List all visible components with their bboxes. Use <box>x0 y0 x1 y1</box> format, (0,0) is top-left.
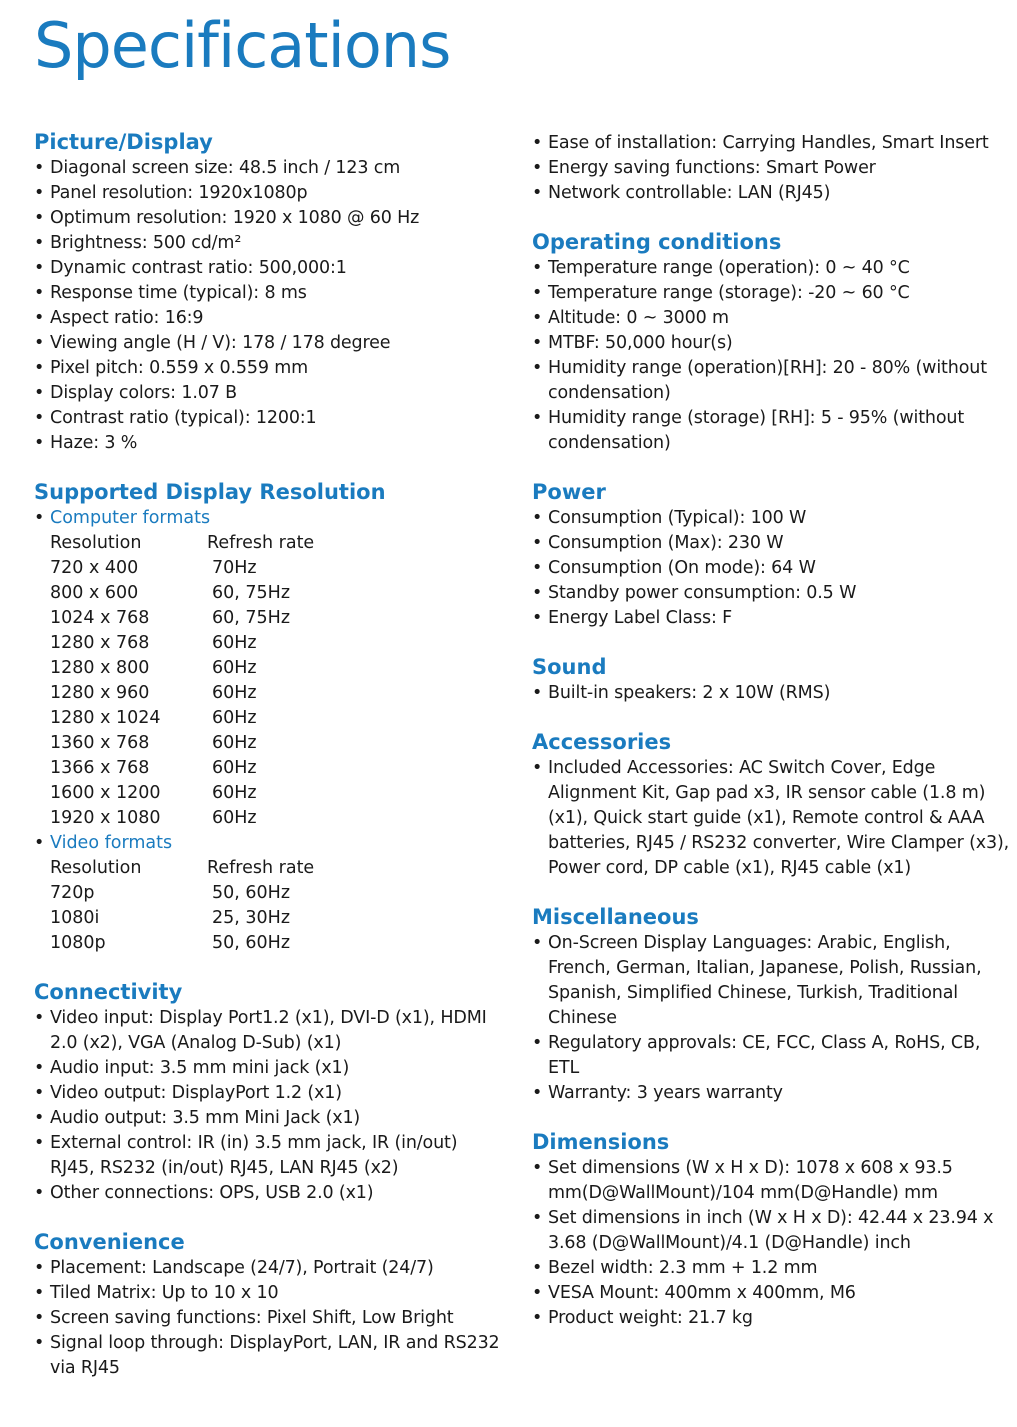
video-formats-label: • Video formats <box>34 831 504 856</box>
spec-list <box>34 1256 504 1381</box>
refresh-rate-value: 60, 75Hz <box>212 608 291 628</box>
refresh-rate-value: 25, 30Hz <box>212 908 291 928</box>
spec-item: • Network controllable: LAN (RJ45) <box>532 181 1010 206</box>
spec-item: • Optimum resolution: 1920 x 1080 @ 60 Hz <box>34 206 504 231</box>
spec-item: • Brightness: 500 cd/m² <box>34 231 504 256</box>
section-title: Picture/Display <box>34 130 213 154</box>
resolution-header: Resolution <box>50 858 142 878</box>
resolution-value: 1920 x 1080 <box>50 808 161 828</box>
spec-list <box>532 931 1010 1106</box>
spec-item: • Video input: Display Port1.2 (x1), DVI-D (x1), HDMI 2.0 (x2), VGA (Analog D-Sub) (x1) <box>34 1006 504 1056</box>
spec-item: • Humidity range (storage) [RH]: 5 - 95% (without condensation) <box>532 406 1010 456</box>
page-title: Specifications <box>34 9 451 82</box>
refresh-rate-value: 60, 75Hz <box>212 583 291 603</box>
spec-item: • Screen saving functions: Pixel Shift, Low Bright <box>34 1306 504 1331</box>
spec-item: • External control: IR (in) 3.5 mm jack, IR (in/out) RJ45, RS232 (in/out) RJ45, LAN RJ45 (x2) <box>34 1131 504 1181</box>
resolution-value: 720 x 400 <box>50 558 139 578</box>
resolution-value: 1080i <box>50 908 100 928</box>
resolution-row <box>34 656 504 681</box>
spec-item: • Response time (typical): 8 ms <box>34 281 504 306</box>
spec-item: • Standby power consumption: 0.5 W <box>532 581 1010 606</box>
spec-item: • Humidity range (operation)[RH]: 20 - 80% (without condensation) <box>532 356 1010 406</box>
spec-item: • Energy Label Class: F <box>532 606 1010 631</box>
spec-item: • Diagonal screen size: 48.5 inch / 123 cm <box>34 156 504 181</box>
resolution-value: 1360 x 768 <box>50 733 150 753</box>
resolution-row <box>34 931 504 956</box>
resolution-value: 800 x 600 <box>50 583 139 603</box>
spec-item: • Energy saving functions: Smart Power <box>532 156 1010 181</box>
refresh-rate-value: 60Hz <box>212 633 257 653</box>
section-title: Convenience <box>34 1230 185 1254</box>
resolution-value: 1600 x 1200 <box>50 783 161 803</box>
refresh-rate-value: 60Hz <box>212 658 257 678</box>
refresh-rate-value: 50, 60Hz <box>212 883 291 903</box>
spec-list <box>532 1156 1010 1331</box>
spec-list <box>34 156 504 456</box>
spec-item: • Dynamic contrast ratio: 500,000:1 <box>34 256 504 281</box>
section-title: Connectivity <box>34 980 183 1004</box>
video-formats-header <box>34 856 504 881</box>
spec-list <box>532 756 1010 881</box>
left-column <box>34 128 504 1403</box>
section-title: Dimensions <box>532 1130 670 1154</box>
section-miscellaneous <box>532 903 1010 1106</box>
resolution-value: 1280 x 800 <box>50 658 150 678</box>
spec-item: • MTBF: 50,000 hour(s) <box>532 331 1010 356</box>
spec-item: • Tiled Matrix: Up to 10 x 10 <box>34 1281 504 1306</box>
computer-formats-table <box>34 556 504 831</box>
resolution-value: 1280 x 1024 <box>50 708 161 728</box>
section-title: Operating conditions <box>532 230 782 254</box>
spec-list <box>532 681 1010 706</box>
refresh-rate-value: 60Hz <box>212 758 257 778</box>
spec-item: • Audio output: 3.5 mm Mini Jack (x1) <box>34 1106 504 1131</box>
section-title: Accessories <box>532 730 672 754</box>
spec-item: • Audio input: 3.5 mm mini jack (x1) <box>34 1056 504 1081</box>
resolution-row <box>34 681 504 706</box>
refresh-rate-value: 60Hz <box>212 808 257 828</box>
spec-item: • Consumption (Max): 230 W <box>532 531 1010 556</box>
spec-item: • On-Screen Display Languages: Arabic, English, French, German, Italian, Japanese, Polish, Russian, Spanish, Simplified Chinese, Turkish, Traditional Chinese <box>532 931 1010 1031</box>
resolution-row <box>34 906 504 931</box>
spec-item: • Product weight: 21.7 kg <box>532 1306 1010 1331</box>
spec-item: • Temperature range (storage): -20 ~ 60 °C <box>532 281 1010 306</box>
spec-item: • Signal loop through: DisplayPort, LAN, IR and RS232 via RJ45 <box>34 1331 504 1381</box>
spec-item: • Temperature range (operation): 0 ~ 40 °C <box>532 256 1010 281</box>
spec-list <box>532 506 1010 631</box>
resolution-row <box>34 581 504 606</box>
spec-item: • Consumption (On mode): 64 W <box>532 556 1010 581</box>
spec-item: • Other connections: OPS, USB 2.0 (x1) <box>34 1181 504 1206</box>
refresh-rate-value: 60Hz <box>212 708 257 728</box>
resolution-value: 720p <box>50 883 95 903</box>
section-title: Supported Display Resolution <box>34 480 386 504</box>
resolution-row <box>34 631 504 656</box>
resolution-value: 1080p <box>50 933 106 953</box>
spec-item: • Placement: Landscape (24/7), Portrait (24/7) <box>34 1256 504 1281</box>
section-sound <box>532 653 1010 706</box>
resolution-header: Resolution <box>50 533 142 553</box>
section-convenience-continued <box>532 131 1010 206</box>
spec-item: • Built-in speakers: 2 x 10W (RMS) <box>532 681 1010 706</box>
computer-formats-header <box>34 531 504 556</box>
spec-item: • Regulatory approvals: CE, FCC, Class A, RoHS, CB, ETL <box>532 1031 1010 1081</box>
resolution-value: 1280 x 960 <box>50 683 150 703</box>
section-title: Miscellaneous <box>532 905 699 929</box>
resolution-value: 1280 x 768 <box>50 633 150 653</box>
spec-item: • Consumption (Typical): 100 W <box>532 506 1010 531</box>
refresh-rate-header: Refresh rate <box>207 858 315 878</box>
resolution-row <box>34 606 504 631</box>
section-power <box>532 478 1010 631</box>
spec-list <box>34 1006 504 1206</box>
spec-item: • Pixel pitch: 0.559 x 0.559 mm <box>34 356 504 381</box>
section-convenience <box>34 1228 504 1381</box>
section-supported-resolution <box>34 478 504 956</box>
spec-item: • Bezel width: 2.3 mm + 1.2 mm <box>532 1256 1010 1281</box>
spec-item: • Set dimensions (W x H x D): 1078 x 608 x 93.5 mm(D@WallMount)/104 mm(D@Handle) mm <box>532 1156 1010 1206</box>
spec-item: • Display colors: 1.07 B <box>34 381 504 406</box>
resolution-row <box>34 706 504 731</box>
spec-item: • Aspect ratio: 16:9 <box>34 306 504 331</box>
resolution-row <box>34 806 504 831</box>
section-title: Sound <box>532 655 607 679</box>
resolution-row <box>34 756 504 781</box>
resolution-value: 1024 x 768 <box>50 608 150 628</box>
section-picture-display <box>34 128 504 456</box>
video-formats-table <box>34 881 504 956</box>
spec-item: • Viewing angle (H / V): 178 / 178 degree <box>34 331 504 356</box>
spec-item: • Video output: DisplayPort 1.2 (x1) <box>34 1081 504 1106</box>
computer-formats-label: • Computer formats <box>34 506 504 531</box>
section-connectivity <box>34 978 504 1206</box>
refresh-rate-value: 50, 60Hz <box>212 933 291 953</box>
section-title: Power <box>532 480 606 504</box>
right-column <box>532 131 1010 1353</box>
spec-list <box>532 256 1010 456</box>
resolution-row <box>34 781 504 806</box>
spec-item: • Set dimensions in inch (W x H x D): 42.44 x 23.94 x 3.68 (D@WallMount)/4.1 (D@Handle) inch <box>532 1206 1010 1256</box>
spec-list <box>532 131 1010 206</box>
resolution-row <box>34 731 504 756</box>
spec-item: • Included Accessories: AC Switch Cover, Edge Alignment Kit, Gap pad x3, IR sensor cable (1.8 m) (x1), Quick start guide (x1), Remote control & AAA batteries, RJ45 / RS232 converter, Wire Clamper (x3), Power cord, DP cable (x1), RJ45 cable (x1) <box>532 756 1010 881</box>
section-dimensions <box>532 1128 1010 1331</box>
refresh-rate-value: 60Hz <box>212 683 257 703</box>
spec-item: • Warranty: 3 years warranty <box>532 1081 1010 1106</box>
resolution-row <box>34 556 504 581</box>
refresh-rate-value: 60Hz <box>212 783 257 803</box>
spec-item: • Ease of installation: Carrying Handles, Smart Insert <box>532 131 1010 156</box>
refresh-rate-value: 60Hz <box>212 733 257 753</box>
section-operating-conditions <box>532 228 1010 456</box>
section-accessories <box>532 728 1010 881</box>
refresh-rate-value: 70Hz <box>212 558 257 578</box>
spec-item: • Haze: 3 % <box>34 431 504 456</box>
spec-item: • Contrast ratio (typical): 1200:1 <box>34 406 504 431</box>
resolution-value: 1366 x 768 <box>50 758 150 778</box>
refresh-rate-header: Refresh rate <box>207 533 315 553</box>
spec-item: • VESA Mount: 400mm x 400mm, M6 <box>532 1281 1010 1306</box>
spec-item: • Panel resolution: 1920x1080p <box>34 181 504 206</box>
spec-item: • Altitude: 0 ~ 3000 m <box>532 306 1010 331</box>
resolution-row <box>34 881 504 906</box>
